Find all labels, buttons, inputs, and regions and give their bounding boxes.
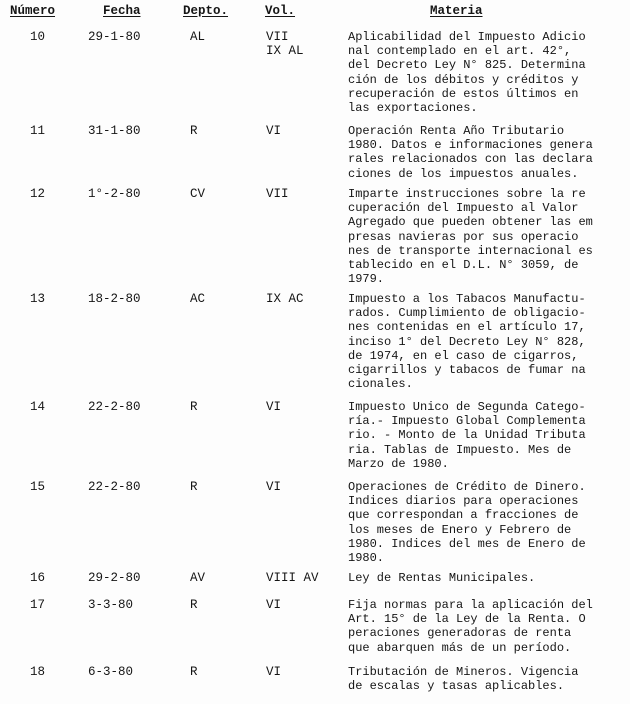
row-materia-line: que abarquen más de un período. bbox=[348, 640, 572, 655]
row-materia bbox=[348, 400, 624, 471]
row-materia-line: ciones de los impuestos anuales. bbox=[348, 166, 579, 181]
row-fecha: 6-3-80 bbox=[88, 665, 134, 679]
row-materia bbox=[348, 665, 624, 693]
row-fecha: 22-2-80 bbox=[88, 400, 141, 414]
row-vol bbox=[266, 665, 281, 679]
row-numero: 17 bbox=[30, 598, 46, 612]
row-materia bbox=[348, 598, 624, 655]
row-depto: R bbox=[190, 124, 198, 138]
row-vol bbox=[266, 124, 281, 138]
row-depto: R bbox=[190, 665, 198, 679]
row-materia-line: Agregado que pueden obtener las em bbox=[348, 215, 593, 230]
row-vol bbox=[266, 400, 281, 414]
row-materia-line: Operación Renta Año Tributario bbox=[348, 124, 565, 138]
row-materia-line: las exportaciones. bbox=[348, 101, 478, 116]
row-vol-line: VI bbox=[266, 480, 282, 494]
row-materia bbox=[348, 124, 624, 181]
row-materia-line: ria. Tablas de Impuesto. Mes de bbox=[348, 442, 572, 457]
row-materia-line: de 1974, en el caso de cigarros, bbox=[348, 348, 579, 363]
row-materia-line: rados. Cumplimiento de obligacio- bbox=[348, 306, 586, 321]
row-fecha: 29-2-80 bbox=[88, 571, 141, 585]
row-materia-line: Aplicabilidad del Impuesto Adicio bbox=[348, 30, 586, 44]
row-materia bbox=[348, 187, 624, 286]
row-materia-line: ría.- Impuesto Global Complementa bbox=[348, 414, 586, 429]
row-materia-line: Operaciones de Crédito de Dinero. bbox=[348, 480, 586, 494]
row-depto: AL bbox=[190, 30, 206, 44]
row-vol-line: IX AC bbox=[266, 292, 304, 306]
row-fecha: 3-3-80 bbox=[88, 598, 134, 612]
row-numero: 16 bbox=[30, 571, 46, 585]
row-vol-line: VII bbox=[266, 30, 289, 44]
row-materia-line: que correspondan a fracciones de bbox=[348, 508, 579, 523]
row-materia-line: ción de los débitos y créditos y bbox=[348, 72, 579, 87]
row-materia bbox=[348, 30, 624, 115]
row-fecha: 1°-2-80 bbox=[88, 187, 141, 201]
row-vol bbox=[266, 292, 304, 306]
row-numero: 10 bbox=[30, 30, 46, 44]
row-materia-line: Ley de Rentas Municipales. bbox=[348, 571, 536, 585]
header-numero: Número bbox=[10, 4, 56, 18]
row-materia-line: 1980. Datos e informaciones genera bbox=[348, 138, 593, 153]
row-vol-line: VIII AV bbox=[266, 571, 319, 585]
row-materia bbox=[348, 571, 624, 585]
row-materia-line: nes contenidas en el artículo 17, bbox=[348, 320, 586, 335]
scan-smudge bbox=[545, 6, 593, 16]
row-materia-line: 1979. bbox=[348, 272, 385, 287]
row-materia-line: presas navieras por sus operacio bbox=[348, 229, 579, 244]
row-vol-line: IX AL bbox=[266, 44, 304, 59]
row-depto: AV bbox=[190, 571, 206, 585]
row-depto: R bbox=[190, 598, 198, 612]
row-fecha: 31-1-80 bbox=[88, 124, 141, 138]
row-materia-line: los meses de Enero y Febrero de bbox=[348, 522, 572, 537]
row-materia-line: del Decreto Ley N° 825. Determina bbox=[348, 58, 586, 73]
row-vol-line: VI bbox=[266, 665, 282, 679]
row-vol-line: VI bbox=[266, 598, 282, 612]
row-numero: 11 bbox=[30, 124, 46, 138]
row-materia-line: Impuesto Unico de Segunda Catego- bbox=[348, 400, 586, 414]
row-materia-line: tablecido en el D.L. N° 3059, de bbox=[348, 258, 579, 273]
row-materia-line: Imparte instrucciones sobre la re bbox=[348, 187, 586, 201]
header-depto: Depto. bbox=[183, 4, 229, 18]
row-numero: 18 bbox=[30, 665, 46, 679]
row-vol-line: VII bbox=[266, 187, 289, 201]
row-vol bbox=[266, 480, 281, 494]
row-materia-line: nal contemplado en el art. 42°, bbox=[348, 44, 572, 59]
row-materia-line: Impuesto a los Tabacos Manufactu- bbox=[348, 292, 586, 306]
row-materia-line: Fija normas para la aplicación del bbox=[348, 598, 593, 612]
row-vol bbox=[266, 187, 289, 201]
header-vol: Vol. bbox=[265, 4, 296, 18]
header-fecha: Fecha bbox=[103, 4, 141, 18]
row-materia-line: cionales. bbox=[348, 377, 413, 392]
row-materia-line: rio. - Monto de la Unidad Tributa bbox=[348, 428, 586, 443]
row-materia-line: peraciones generadoras de renta bbox=[348, 626, 572, 641]
row-materia-line: cuperación del Impuesto al Valor bbox=[348, 201, 579, 216]
row-materia-line: cigarrillos y tabacos de fumar na bbox=[348, 363, 586, 378]
row-materia-line: Art. 15° de la Ley de la Renta. O bbox=[348, 612, 586, 627]
row-vol bbox=[266, 598, 281, 612]
row-depto: AC bbox=[190, 292, 206, 306]
row-materia-line: 1980. Indices del mes de Enero de bbox=[348, 536, 586, 551]
row-vol bbox=[266, 30, 304, 58]
row-fecha: 29-1-80 bbox=[88, 30, 141, 44]
row-materia-line: inciso 1° del Decreto Ley N° 828, bbox=[348, 334, 586, 349]
row-numero: 13 bbox=[30, 292, 46, 306]
row-vol-line: VI bbox=[266, 400, 282, 414]
row-materia-line: nes de transporte internacional es bbox=[348, 243, 593, 258]
row-materia-line: Indices diarios para operaciones bbox=[348, 494, 579, 509]
row-materia bbox=[348, 480, 624, 565]
row-depto: R bbox=[190, 400, 198, 414]
row-fecha: 22-2-80 bbox=[88, 480, 141, 494]
row-depto: CV bbox=[190, 187, 206, 201]
row-materia-line: Tributación de Mineros. Vigencia bbox=[348, 665, 579, 679]
row-depto: R bbox=[190, 480, 198, 494]
row-materia-line: rales relacionados con las declara bbox=[348, 152, 593, 167]
row-materia-line: 1980. bbox=[348, 551, 385, 566]
row-numero: 14 bbox=[30, 400, 46, 414]
header-materia: Materia bbox=[430, 4, 483, 18]
row-materia-line: recuperación de estos últimos en bbox=[348, 86, 579, 101]
row-materia-line: de escalas y tasas aplicables. bbox=[348, 679, 565, 694]
row-materia bbox=[348, 292, 624, 391]
row-vol bbox=[266, 571, 319, 585]
row-numero: 12 bbox=[30, 187, 46, 201]
row-fecha: 18-2-80 bbox=[88, 292, 141, 306]
row-vol-line: VI bbox=[266, 124, 282, 138]
row-materia-line: Marzo de 1980. bbox=[348, 456, 449, 471]
row-numero: 15 bbox=[30, 480, 46, 494]
